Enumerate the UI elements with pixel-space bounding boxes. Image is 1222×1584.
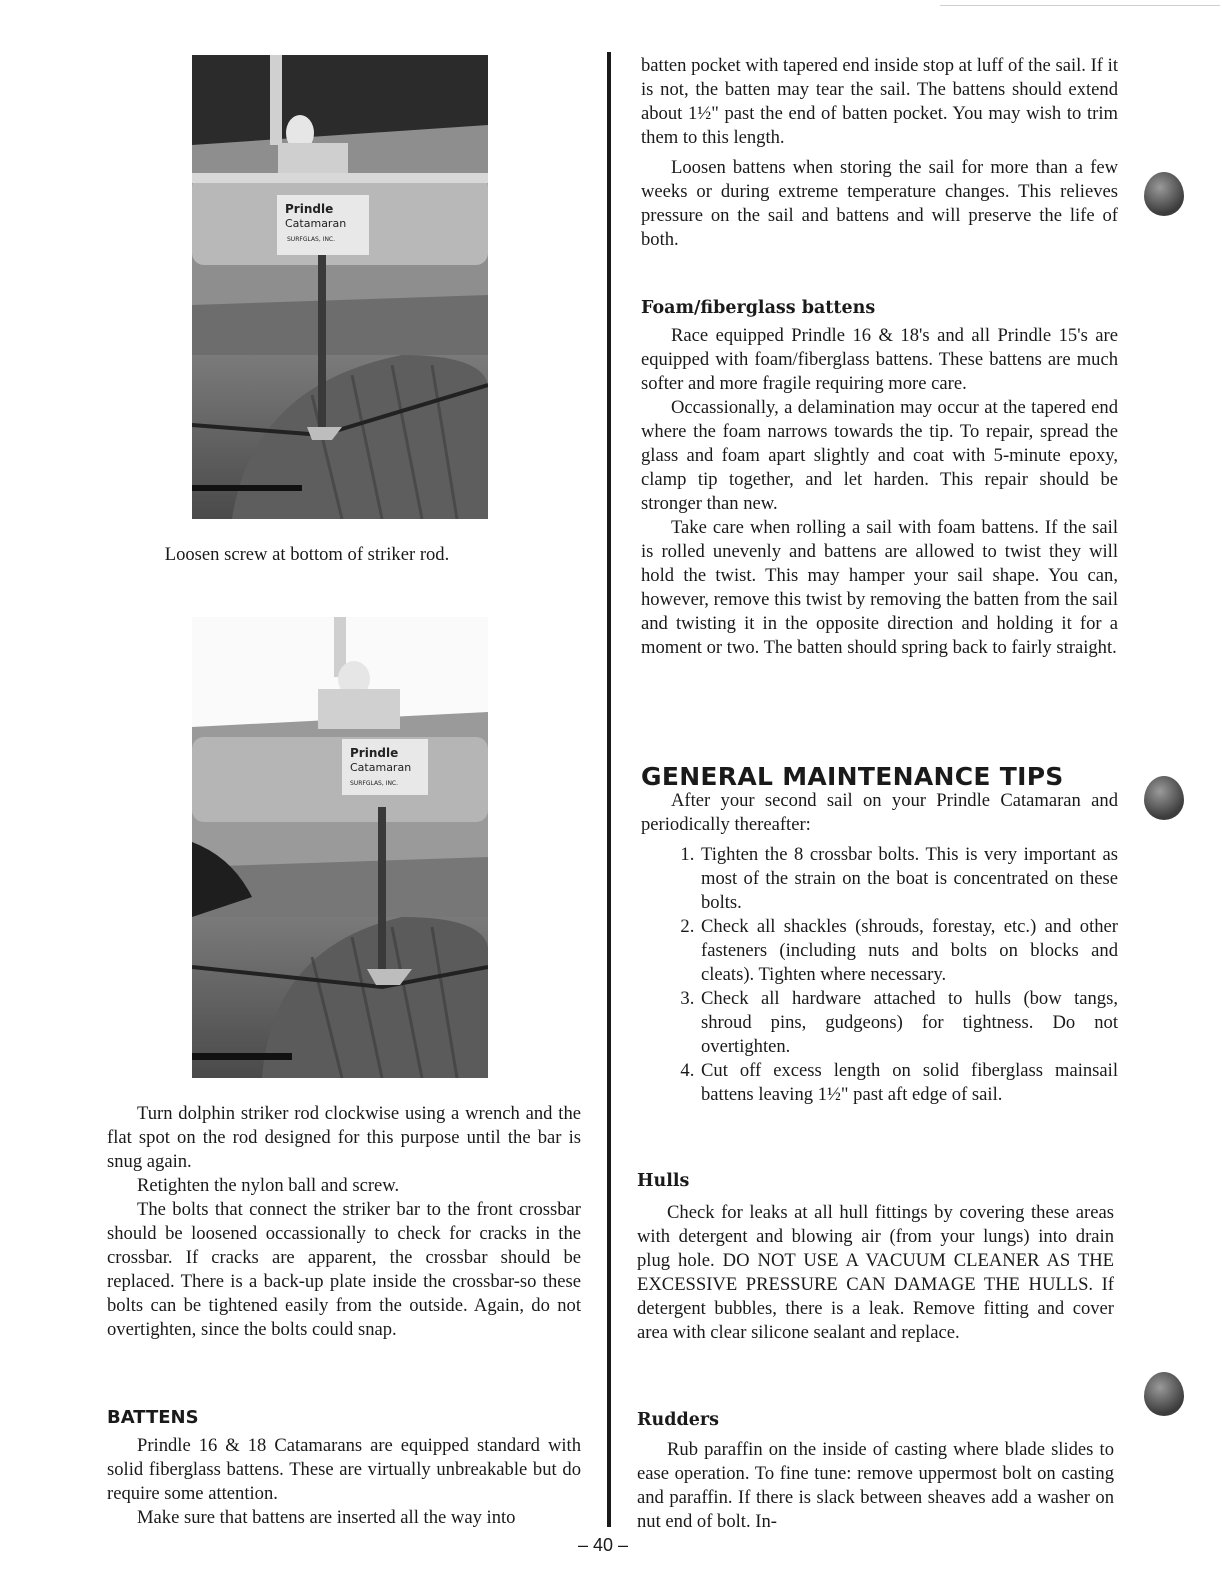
- label-brand-1: Prindle: [285, 202, 334, 216]
- battens-heading: BATTENS: [107, 1407, 199, 1428]
- hulls-section: [637, 1169, 1114, 1345]
- paragraph: After your second sail on your Prindle Catamaran and periodically thereafter:: [641, 790, 1118, 835]
- striker-rod-photo-2: [192, 617, 488, 1078]
- page-number: – 40 –: [578, 1535, 629, 1555]
- label-maker-1: SURFGLAS, INC.: [287, 236, 336, 243]
- hulls-heading: Hulls: [637, 1171, 690, 1191]
- tips-list: [641, 843, 1118, 1107]
- paragraph: Race equipped Prindle 16 & 18's and all Prindle 15's are equipped with foam/fiberglass battens. These battens are much softer and more fragile requiring more care.: [641, 325, 1118, 394]
- paragraph: The bolts that connect the striker bar to the front crossbar should be loosened occassionally to check for cracks in the crossbar. If cracks are apparent, the crossbar should be replaced. There is a back-up plate inside the crossbar-so these bolts can be tightened easily from the outside. Again, do not overtighten, since the bolts could snap.: [107, 1199, 581, 1340]
- label-model-1: Catamaran: [285, 217, 347, 230]
- paragraph: Occassionally, a delamination may occur at the tapered end where the foam narrows towards the tip. To repair, spread the glass and foam apart slightly and coat with 5-minute epoxy, clamp tip together, and let harden. This repair should be stronger than new.: [641, 397, 1118, 514]
- foam-battens-section: [641, 296, 1118, 660]
- maintenance-tips-section: [641, 762, 1118, 1107]
- left-text-column: [107, 1102, 581, 1342]
- column-divider: [607, 52, 611, 1527]
- paragraph: Loosen battens when storing the sail for more than a few weeks or during extreme temperature changes. This relieves pressure on the sail and battens and will preserve the life of both.: [641, 157, 1118, 250]
- paragraph: batten pocket with tapered end inside stop at luff of the sail. If it is not, the batten may tear the sail. The battens should extend about 1½" past the end of batten pocket. You may wish to trim them to this length.: [641, 55, 1118, 148]
- list-item: 1. Tighten the 8 crossbar bolts. This is very important as most of the strain on the boat is concentrated on these bolts.: [699, 843, 1118, 915]
- battens-section: [107, 1406, 581, 1530]
- paragraph: Turn dolphin striker rod clockwise using a wrench and the flat spot on the rod designed for this purpose until the bar is snug again.: [107, 1103, 581, 1172]
- paragraph: Check for leaks at all hull fittings by covering these areas with detergent and blowing air (from your lungs) into drain plug hole. DO NOT USE A VACUUM CLEANER AS THE EXCESSIVE PRESSURE CAN DAMAGE THE HULLS. If detergent bubbles, there is a leak. Remove fitting and cover area with clear silicone sealant and replace.: [637, 1202, 1114, 1343]
- photo-1-caption: Loosen screw at bottom of striker rod.: [164, 544, 450, 565]
- top-rule: [940, 5, 1220, 6]
- foam-battens-heading: Foam/fiberglass battens: [641, 298, 876, 318]
- paragraph: Prindle 16 & 18 Catamarans are equipped standard with solid fiberglass battens. These are virtually unbreakable but do require some attention.: [107, 1435, 581, 1504]
- binder-hole-top: [1144, 172, 1184, 216]
- label-brand-2: Prindle: [350, 746, 399, 760]
- list-item: 2. Check all shackles (shrouds, forestay, etc.) and other fasteners (including nuts and bolts on blocks and cleats). Tighten where necessary.: [699, 915, 1118, 987]
- list-item: 4. Cut off excess length on solid fiberglass mainsail battens leaving 1½" past aft edge of sail.: [699, 1059, 1118, 1107]
- paragraph: Make sure that battens are inserted all the way into: [137, 1507, 516, 1528]
- label-maker-2: SURFGLAS, INC.: [350, 780, 399, 787]
- maintenance-tips-heading: GENERAL MAINTENANCE TIPS: [641, 762, 1064, 791]
- list-item: 3. Check all hardware attached to hulls (bow tangs, shroud pins, gudgeons) for tightness. Do not overtighten.: [699, 987, 1118, 1059]
- striker-rod-photo-1: [192, 55, 488, 519]
- paragraph: Retighten the nylon ball and screw.: [137, 1175, 400, 1196]
- binder-hole-bottom: [1144, 1372, 1184, 1416]
- rudders-section: [637, 1408, 1114, 1534]
- paragraph: Rub paraffin on the inside of casting where blade slides to ease operation. To fine tune: remove uppermost bolt on casting and paraffin. If there is slack between sheaves add a washer on nut end of bolt. In-: [637, 1439, 1114, 1532]
- right-text-top: [641, 54, 1118, 252]
- label-model-2: Catamaran: [350, 761, 412, 774]
- paragraph: Take care when rolling a sail with foam battens. If the sail is rolled unevenly and battens are allowed to twist they will hold the twist. This may hamper your sail shape. You can, however, remove this twist by removing the batten from the sail and twisting it in the opposite direction and holding it for a moment or two. The batten should spring back to fairly straight.: [641, 517, 1118, 658]
- binder-hole-middle: [1144, 776, 1184, 820]
- rudders-heading: Rudders: [637, 1410, 719, 1430]
